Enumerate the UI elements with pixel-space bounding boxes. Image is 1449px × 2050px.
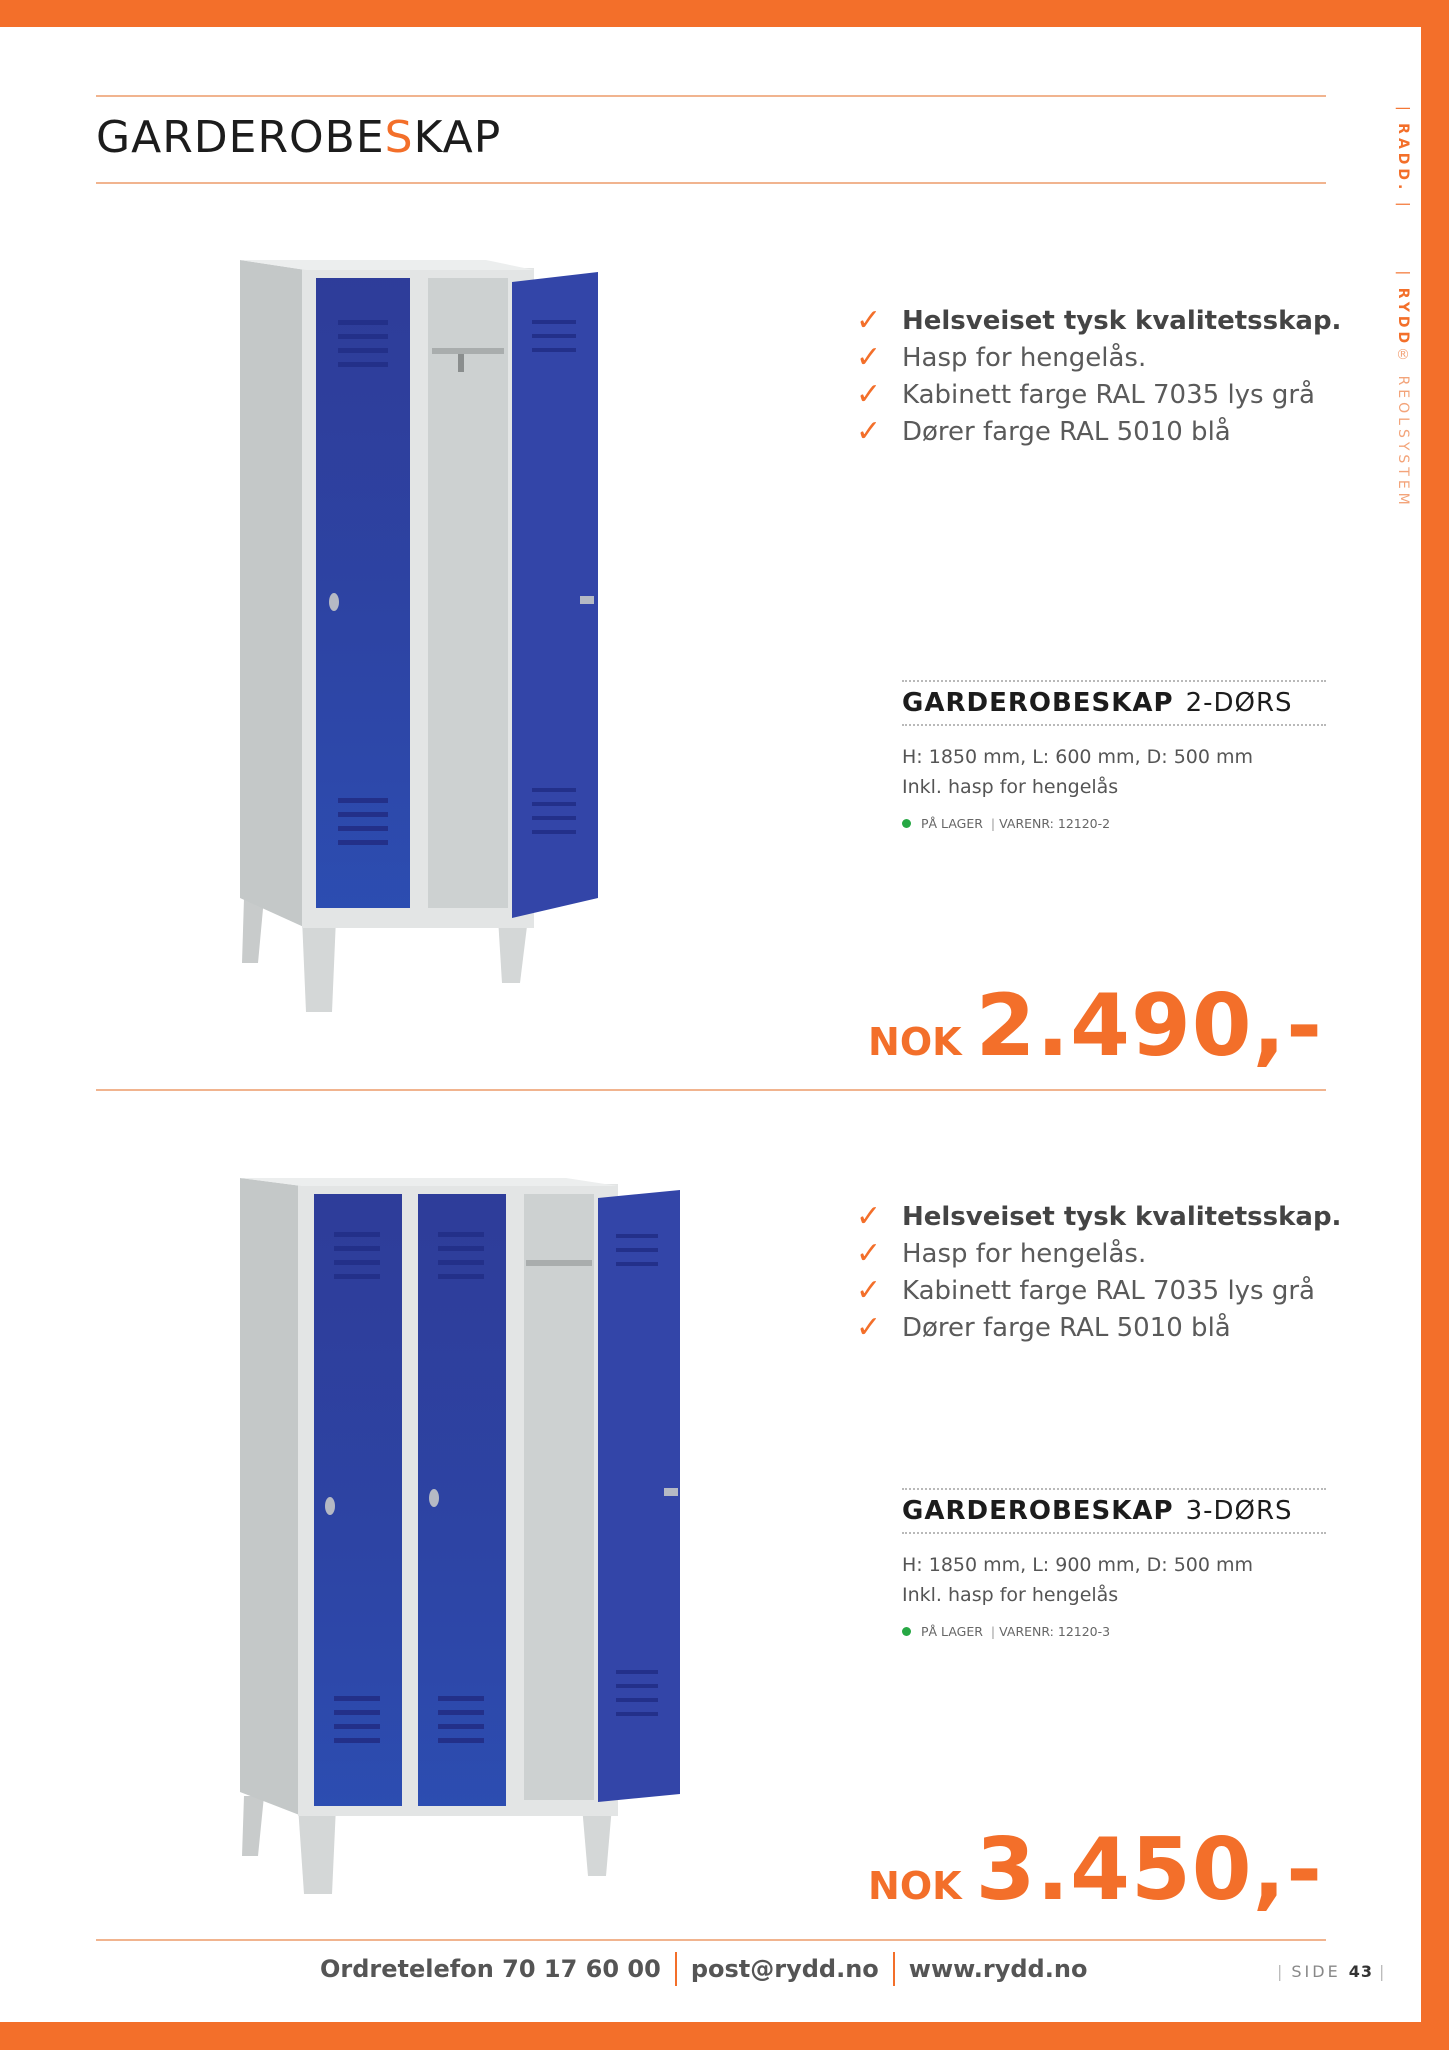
feature-list	[856, 302, 1341, 450]
side-brand-system: REOLSYSTEM	[1395, 375, 1411, 509]
footer-contact	[320, 1952, 1087, 1986]
bottom-border	[0, 2022, 1449, 2050]
check-icon: ✓	[856, 303, 882, 338]
product-spec	[902, 680, 1326, 831]
page-number: | SIDE 43 |	[1277, 1962, 1388, 1981]
feature-item: ✓ Hasp for hengelås.	[856, 1236, 1147, 1271]
price-currency: NOK	[868, 1020, 962, 1064]
side-brand-top: RADD.	[1395, 123, 1411, 194]
stock-info: PÅ LAGER | VARENR: 12120-2	[902, 816, 1326, 831]
locker-2-door-image	[236, 258, 606, 1018]
check-icon: ✓	[856, 414, 882, 449]
order-phone[interactable]: Ordretelefon 70 17 60 00	[320, 1955, 661, 1983]
email-link[interactable]: post@rydd.no	[690, 1955, 879, 1983]
check-icon: ✓	[856, 1273, 882, 1308]
page-number-value: 43	[1348, 1962, 1373, 1981]
product-name: GARDEROBESKAP 3-DØRS	[902, 1496, 1293, 1526]
in-stock-icon	[902, 819, 911, 828]
check-icon: ✓	[856, 1236, 882, 1271]
feature-item: ✓ Kabinett farge RAL 7035 lys grå	[856, 1273, 1315, 1308]
price-amount: 2.490,-	[975, 976, 1323, 1076]
product-dimensions: H: 1850 mm, L: 900 mm, D: 500 mm	[902, 1554, 1254, 1576]
feature-item: ✓ Dører farge RAL 5010 blå	[856, 1310, 1231, 1345]
price-amount: 3.450,-	[975, 1820, 1323, 1920]
footer-rule	[96, 1939, 1326, 1941]
check-icon: ✓	[856, 377, 882, 412]
side-brand: | RADD. || RYDD® REOLSYSTEM	[1395, 106, 1411, 509]
right-border	[1421, 0, 1449, 2050]
website-link[interactable]: www.rydd.no	[908, 1955, 1088, 1983]
feature-item: ✓ Helsveiset tysk kvalitetsskap.	[856, 1199, 1342, 1234]
page-title: GARDEROBESKAP	[96, 112, 502, 163]
product-name: GARDEROBESKAP 2-DØRS	[902, 688, 1293, 718]
stock-info: PÅ LAGER | VARENR: 12120-3	[902, 1624, 1326, 1639]
product-dimensions: H: 1850 mm, L: 600 mm, D: 500 mm	[902, 746, 1254, 768]
check-icon: ✓	[856, 340, 882, 375]
product-includes: Inkl. hasp for hengelås	[902, 776, 1119, 798]
top-border	[0, 0, 1449, 27]
feature-item: ✓ Kabinett farge RAL 7035 lys grå	[856, 377, 1315, 412]
product-price	[868, 1820, 1323, 1920]
stock-status: PÅ LAGER	[921, 816, 983, 831]
product-price	[868, 976, 1323, 1076]
title-rule-top	[96, 95, 1326, 97]
price-currency: NOK	[868, 1864, 962, 1908]
item-number: VARENR: 12120-3	[999, 1624, 1111, 1639]
section-divider	[96, 1089, 1326, 1091]
check-icon: ✓	[856, 1199, 882, 1234]
stock-status: PÅ LAGER	[921, 1624, 983, 1639]
feature-list	[856, 1198, 1341, 1346]
side-brand-name: RYDD	[1395, 287, 1411, 348]
product-spec	[902, 1488, 1326, 1639]
feature-item: ✓ Dører farge RAL 5010 blå	[856, 414, 1231, 449]
feature-item: ✓ Helsveiset tysk kvalitetsskap.	[856, 303, 1342, 338]
page-label: SIDE	[1291, 1962, 1341, 1981]
item-number: VARENR: 12120-2	[999, 816, 1111, 831]
product-includes: Inkl. hasp for hengelås	[902, 1584, 1119, 1606]
in-stock-icon	[902, 1627, 911, 1636]
feature-item: ✓ Hasp for hengelås.	[856, 340, 1147, 375]
check-icon: ✓	[856, 1310, 882, 1345]
title-rule-bottom	[96, 182, 1326, 184]
locker-3-door-image	[236, 1176, 686, 1896]
